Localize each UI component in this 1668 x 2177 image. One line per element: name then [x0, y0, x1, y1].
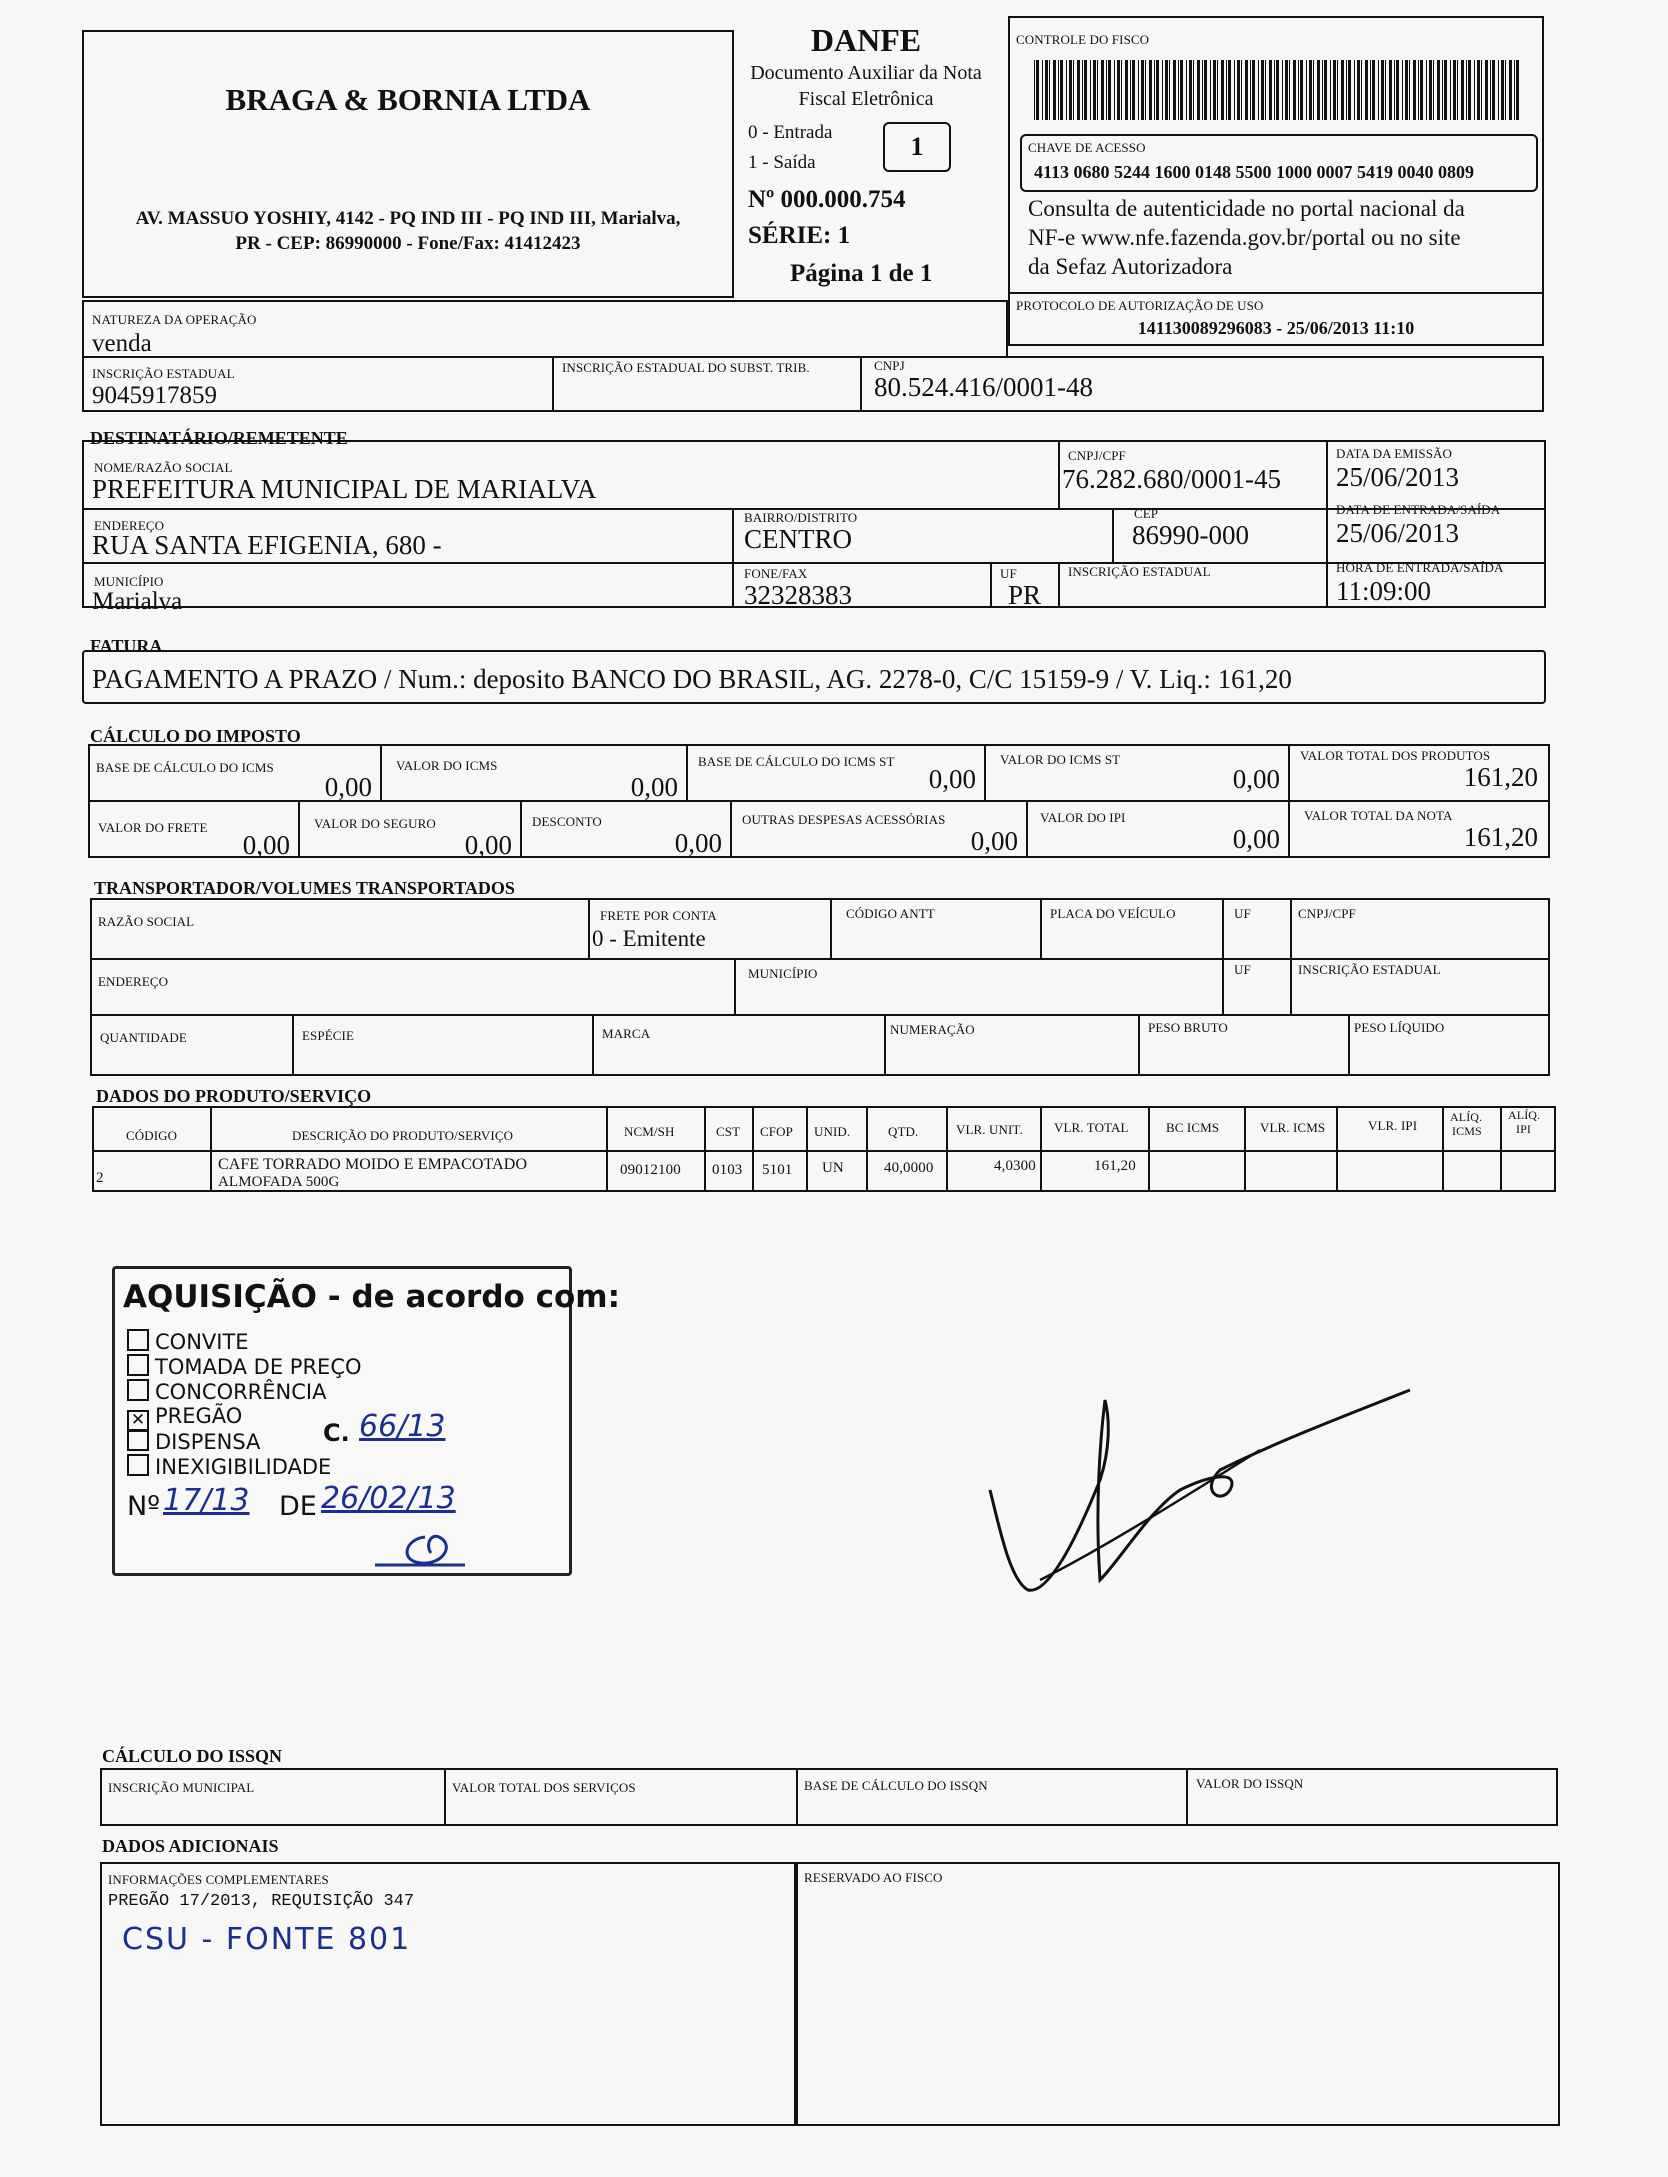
- dest-cep: 86990-000: [1132, 520, 1249, 550]
- col-aliq-icms-2: ICMS: [1452, 1124, 1482, 1138]
- stamp-option-label: TOMADA DE PREÇO: [155, 1355, 362, 1379]
- danfe-subtitle-1: Documento Auxiliar da Nota: [750, 62, 982, 84]
- checkbox-icon: [127, 1379, 149, 1401]
- danfe-tipo-box: [883, 122, 951, 172]
- total-produtos: 161,20: [1463, 762, 1538, 792]
- issqn-valor-label: VALOR DO ISSQN: [1196, 1776, 1304, 1791]
- transp-frete-label: FRETE POR CONTA: [600, 908, 717, 923]
- dest-bairro-label: BAIRRO/DISTRITO: [744, 510, 858, 525]
- issqn-section-title: CÁLCULO DO ISSQN: [102, 1746, 283, 1766]
- transp-quantidade-label: QUANTIDADE: [100, 1030, 187, 1045]
- danfe-serie: SÉRIE: 1: [748, 222, 851, 249]
- dest-endereco-label: ENDEREÇO: [94, 518, 165, 533]
- stamp-initials: [365, 1525, 475, 1575]
- dest-bairro: CENTRO: [744, 524, 852, 554]
- danfe-pagina: Página 1 de 1: [790, 260, 933, 287]
- item-unid: UN: [822, 1160, 844, 1176]
- item-vlr-total: 161,20: [1094, 1158, 1136, 1174]
- outras: 0,00: [970, 826, 1018, 856]
- item-qtd: 40,0000: [884, 1160, 934, 1176]
- dest-emissao-label: DATA DA EMISSÃO: [1336, 446, 1453, 461]
- transportador-section-title: TRANSPORTADOR/VOLUMES TRANSPORTADOS: [94, 878, 515, 898]
- col-vlr-icms: VLR. ICMS: [1260, 1120, 1326, 1135]
- outras-label: OUTRAS DESPESAS ACESSÓRIAS: [742, 812, 946, 827]
- valor-icms: 0,00: [630, 772, 678, 802]
- stamp-option: [127, 1329, 249, 1354]
- valor-icms-label: VALOR DO ICMS: [396, 758, 498, 773]
- stamp-option-label: CONVITE: [155, 1330, 249, 1354]
- dest-fone: 32328383: [744, 580, 852, 610]
- transp-peso-bruto-label: PESO BRUTO: [1148, 1020, 1228, 1035]
- info-complementares-label: INFORMAÇÕES COMPLEMENTARES: [108, 1872, 329, 1887]
- transp-peso-liquido-label: PESO LÍQUIDO: [1354, 1020, 1445, 1035]
- col-cfop: CFOP: [760, 1124, 793, 1139]
- natureza-value: venda: [92, 330, 152, 357]
- col-aliq-ipi-2: IPI: [1516, 1122, 1531, 1136]
- danfe-subtitle-2: Fiscal Eletrônica: [798, 88, 934, 110]
- transp-cnpj-label: CNPJ/CPF: [1298, 906, 1356, 921]
- stamp-c-value: 66/13: [359, 1409, 446, 1444]
- dest-hora-label: HORA DE ENTRADA/SAÍDA: [1336, 560, 1504, 575]
- dest-cep-label: CEP: [1134, 506, 1159, 521]
- transp-endereco-label: ENDEREÇO: [98, 974, 169, 989]
- col-ncm: NCM/SH: [624, 1124, 675, 1139]
- transp-municipio-label: MUNICÍPIO: [748, 966, 818, 981]
- desconto: 0,00: [674, 828, 722, 858]
- total-nota: 161,20: [1463, 822, 1538, 852]
- issqn-base-label: BASE DE CÁLCULO DO ISSQN: [804, 1778, 988, 1793]
- consulta-2: NF-e www.nfe.fazenda.gov.br/portal ou no site: [1028, 225, 1461, 250]
- dest-municipio: Marialva: [92, 588, 183, 615]
- item-cst: 0103: [712, 1162, 743, 1178]
- signature: [980, 1380, 1420, 1600]
- stamp-option-label: PREGÃO: [155, 1404, 243, 1428]
- dest-nome: PREFEITURA MUNICIPAL DE MARIALVA: [92, 474, 597, 504]
- frete: 0,00: [242, 830, 290, 860]
- ie-value: 9045917859: [92, 382, 217, 409]
- reservado-fisco-box: [796, 1862, 1560, 2126]
- issqn-box: [100, 1768, 1558, 1826]
- danfe-saida: 1 - Saída: [748, 152, 816, 173]
- transp-placa-label: PLACA DO VEÍCULO: [1050, 906, 1176, 921]
- col-aliq-icms-1: ALÍQ.: [1450, 1110, 1483, 1124]
- stamp-n-value: 17/13: [163, 1483, 250, 1518]
- chave-acesso-label: CHAVE DE ACESSO: [1028, 140, 1146, 155]
- col-codigo: CÓDIGO: [126, 1128, 178, 1143]
- stamp-option: [127, 1429, 260, 1454]
- imposto-section-title: CÁLCULO DO IMPOSTO: [90, 726, 301, 746]
- consulta-3: da Sefaz Autorizadora: [1028, 254, 1233, 279]
- stamp-option-label: INEXIGIBILIDADE: [155, 1455, 332, 1479]
- dest-fone-label: FONE/FAX: [744, 566, 808, 581]
- dest-nome-label: NOME/RAZÃO SOCIAL: [94, 460, 233, 475]
- cnpj-emitente-label: CNPJ: [874, 358, 905, 373]
- checkbox-icon: [127, 1329, 149, 1351]
- danfe-entrada: 0 - Entrada: [748, 122, 833, 143]
- valor-st: 0,00: [1232, 764, 1280, 794]
- danfe-numero: Nº 000.000.754: [748, 186, 906, 213]
- stamp-de-value: 26/02/13: [321, 1481, 456, 1516]
- col-cst: CST: [716, 1124, 741, 1139]
- emitente-endereco-1: AV. MASSUO YOSHIY, 4142 - PQ IND III - PQ IND III, Marialva,: [135, 208, 681, 229]
- ie-box: [82, 356, 1544, 412]
- protocolo-label: PROTOCOLO DE AUTORIZAÇÃO DE USO: [1016, 298, 1264, 313]
- adicionais-section-title: DADOS ADICIONAIS: [102, 1836, 279, 1856]
- protocolo: 141130089296083 - 25/06/2013 11:10: [1137, 318, 1415, 338]
- item-descricao-1: CAFE TORRADO MOIDO E EMPACOTADO: [218, 1156, 528, 1173]
- col-unid: UNID.: [814, 1124, 851, 1139]
- col-qtd: QTD.: [888, 1124, 919, 1139]
- issqn-total-label: VALOR TOTAL DOS SERVIÇOS: [452, 1780, 636, 1795]
- stamp-title: AQUISIÇÃO - de acordo com:: [123, 1279, 620, 1315]
- info-complementares: PREGÃO 17/2013, REQUISIÇÃO 347: [108, 1892, 415, 1911]
- item-cfop: 5101: [762, 1162, 793, 1178]
- natureza-label: NATUREZA DA OPERAÇÃO: [92, 312, 257, 327]
- checkbox-icon: [127, 1454, 149, 1476]
- stamp-option: [127, 1454, 331, 1479]
- fatura-section-title: FATURA: [90, 636, 163, 656]
- destinatario-section-title: DESTINATÁRIO/REMETENTE: [90, 428, 348, 448]
- item-descricao-2: ALMOFADA 500G: [218, 1174, 340, 1190]
- transp-frete: 0 - Emitente: [592, 926, 706, 951]
- natureza-box: [82, 300, 1008, 358]
- emitente-endereco-2: PR - CEP: 86990000 - Fone/Fax: 41412423: [235, 233, 581, 254]
- fatura-texto: PAGAMENTO A PRAZO / Num.: deposito BANCO DO BRASIL, AG. 2278-0, C/C 15159-9 / V. Liq.: 161,20: [92, 664, 1292, 694]
- barcode: [1034, 60, 1526, 120]
- stamp-n-label: Nº: [127, 1491, 160, 1522]
- total-nota-label: VALOR TOTAL DA NOTA: [1304, 808, 1453, 823]
- seguro: 0,00: [464, 830, 512, 860]
- dest-municipio-label: MUNICÍPIO: [94, 574, 164, 589]
- col-vlr-ipi: VLR. IPI: [1368, 1118, 1418, 1133]
- reservado-fisco-label: RESERVADO AO FISCO: [804, 1870, 943, 1885]
- dest-emissao: 25/06/2013: [1336, 462, 1460, 492]
- cnpj-emitente-value: 80.524.416/0001-48: [874, 372, 1093, 402]
- danfe-tipo: 1: [910, 132, 924, 161]
- item-ncm: 09012100: [620, 1162, 681, 1178]
- transp-antt-label: CÓDIGO ANTT: [846, 906, 935, 921]
- col-bc-icms: BC ICMS: [1166, 1120, 1220, 1135]
- ipi: 0,00: [1232, 824, 1280, 854]
- stamp-c-label: C.: [323, 1419, 350, 1447]
- dest-hora: 11:09:00: [1336, 576, 1432, 606]
- transp-uf2-label: UF: [1234, 962, 1251, 977]
- transp-ie-label: INSCRIÇÃO ESTADUAL: [1298, 962, 1441, 977]
- col-aliq-ipi-1: ALÍQ.: [1508, 1108, 1541, 1122]
- produtos-section-title: DADOS DO PRODUTO/SERVIÇO: [96, 1086, 372, 1106]
- ipi-label: VALOR DO IPI: [1040, 810, 1126, 825]
- base-st: 0,00: [928, 764, 976, 794]
- transportador-box: [90, 898, 1550, 1076]
- controle-fisco-label: CONTROLE DO FISCO: [1016, 32, 1150, 47]
- dest-ie-label: INSCRIÇÃO ESTADUAL: [1068, 564, 1211, 579]
- chave-acesso: 4113 0680 5244 1600 0148 5500 1000 0007 5419 0040 0809: [1034, 162, 1475, 182]
- dest-uf-label: UF: [1000, 566, 1017, 581]
- emitente-box: [82, 30, 734, 298]
- stamp-option: [127, 1379, 326, 1404]
- danfe-title: DANFE: [810, 22, 922, 58]
- checkbox-icon: [127, 1429, 149, 1451]
- stamp-option: [127, 1354, 362, 1379]
- col-vlr-unit: VLR. UNIT.: [956, 1122, 1023, 1137]
- col-descricao: DESCRIÇÃO DO PRODUTO/SERVIÇO: [292, 1128, 514, 1143]
- seguro-label: VALOR DO SEGURO: [314, 816, 436, 831]
- dest-endereco: RUA SANTA EFIGENIA, 680 -: [92, 530, 442, 560]
- ie-st-label: INSCRIÇÃO ESTADUAL DO SUBST. TRIB.: [562, 360, 810, 375]
- stamp-option-label: CONCORRÊNCIA: [155, 1380, 327, 1404]
- item-codigo: 2: [96, 1170, 104, 1186]
- dest-uf: PR: [1008, 580, 1042, 610]
- dest-entrada-label: DATA DE ENTRADA/SAÍDA: [1336, 502, 1501, 517]
- stamp-de-label: DE: [279, 1491, 317, 1522]
- total-produtos-label: VALOR TOTAL DOS PRODUTOS: [1300, 748, 1491, 763]
- checkbox-checked-icon: ✕: [127, 1410, 149, 1432]
- item-vlr-unit: 4,0300: [994, 1158, 1036, 1174]
- dest-cnpj: 76.282.680/0001-45: [1062, 464, 1281, 494]
- desconto-label: DESCONTO: [532, 814, 602, 829]
- transp-marca-label: MARCA: [602, 1026, 651, 1041]
- aquisicao-stamp: [112, 1266, 620, 1576]
- transp-numeracao-label: NUMERAÇÃO: [890, 1022, 975, 1037]
- dest-cnpj-label: CNPJ/CPF: [1068, 448, 1126, 463]
- info-manuscrito: CSU - FONTE 801: [122, 1922, 412, 1957]
- base-icms: 0,00: [324, 772, 372, 802]
- base-icms-label: BASE DE CÁLCULO DO ICMS: [96, 760, 274, 775]
- consulta-1: Consulta de autenticidade no portal nacional da: [1028, 196, 1465, 221]
- ie-label: INSCRIÇÃO ESTADUAL: [92, 366, 235, 381]
- valor-st-label: VALOR DO ICMS ST: [1000, 752, 1121, 767]
- dest-entrada: 25/06/2013: [1336, 518, 1460, 548]
- base-st-label: BASE DE CÁLCULO DO ICMS ST: [698, 754, 895, 769]
- checkbox-icon: [127, 1354, 149, 1376]
- emitente-nome: BRAGA & BORNIA LTDA: [225, 82, 591, 117]
- transp-razao-label: RAZÃO SOCIAL: [98, 914, 195, 929]
- stamp-option-label: DISPENSA: [155, 1430, 261, 1454]
- transp-especie-label: ESPÉCIE: [302, 1028, 354, 1043]
- frete-label: VALOR DO FRETE: [98, 820, 208, 835]
- stamp-option: [127, 1404, 242, 1432]
- transp-uf-label: UF: [1234, 906, 1251, 921]
- issqn-im-label: INSCRIÇÃO MUNICIPAL: [108, 1780, 255, 1795]
- col-vlr-total: VLR. TOTAL: [1054, 1120, 1129, 1135]
